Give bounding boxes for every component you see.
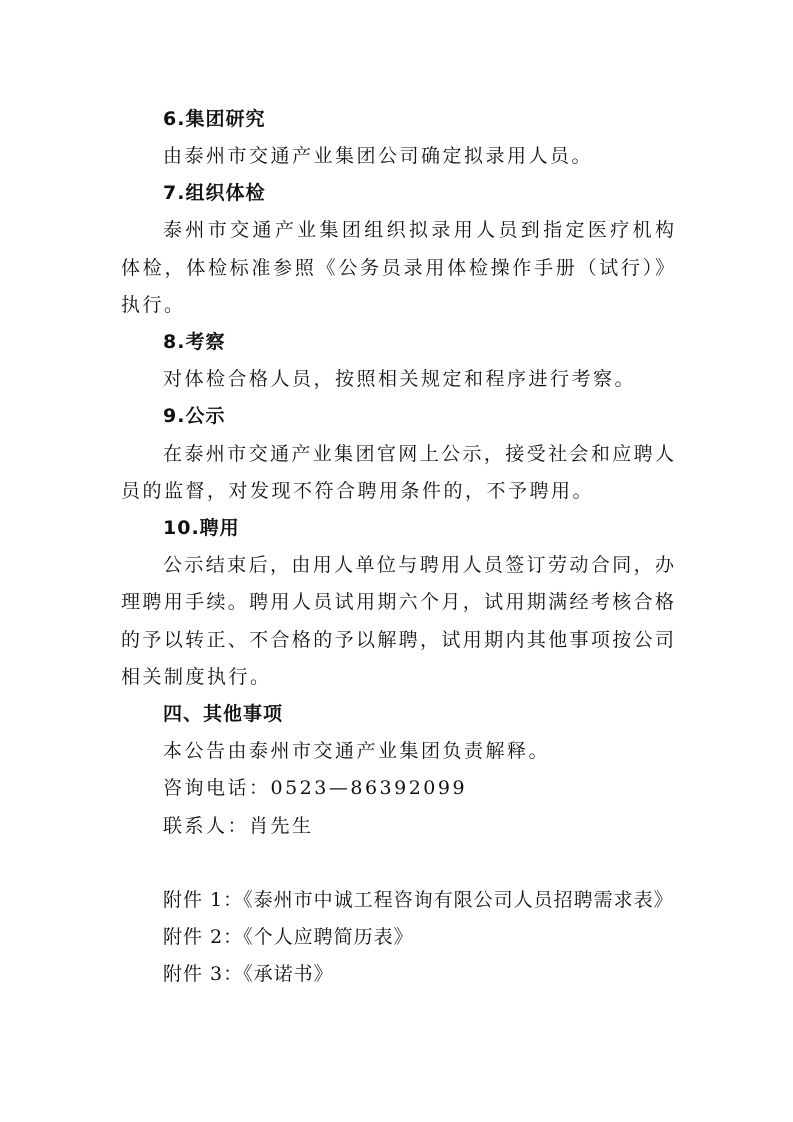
section-heading-8: 8.考察 xyxy=(163,331,226,353)
paragraph-line: 泰州市交通产业集团组织拟录用人员到指定医疗机构 xyxy=(163,219,674,241)
section-heading-6: 6.集团研究 xyxy=(163,108,266,130)
paragraph-line: 公示结束后，由用人单位与聘用人员签订劳动合同，办 xyxy=(163,554,674,576)
contact-phone: 咨询电话：0523—86392099 xyxy=(163,777,468,799)
paragraph-line: 在泰州市交通产业集团官网上公示，接受社会和应聘人 xyxy=(163,443,674,465)
paragraph-line: 由泰州市交通产业集团公司确定拟录用人员。 xyxy=(163,145,594,167)
paragraph-line: 的予以转正、不合格的予以解聘，试用期内其他事项按公司 xyxy=(121,629,674,651)
paragraph-line: 理聘用手续。聘用人员试用期六个月，试用期满经考核合格 xyxy=(121,591,674,613)
attachment-1: 附件 1：《泰州市中诚工程咨询有限公司人员招聘需求表》 xyxy=(163,889,674,911)
paragraph-line: 员的监督，对发现不符合聘用条件的，不予聘用。 xyxy=(121,480,595,502)
section-heading-other: 四、其他事项 xyxy=(163,703,284,725)
paragraph-line: 本公告由泰州市交通产业集团负责解释。 xyxy=(163,740,551,762)
contact-person: 联系人：肖先生 xyxy=(163,815,314,837)
section-heading-9: 9.公示 xyxy=(163,405,226,427)
paragraph-line: 执行。 xyxy=(121,294,186,316)
paragraph-line: 对体检合格人员，按照相关规定和程序进行考察。 xyxy=(163,368,637,390)
attachment-3: 附件 3：《承诺书》 xyxy=(163,963,334,985)
section-heading-10: 10.聘用 xyxy=(163,517,240,539)
attachment-2: 附件 2：《个人应聘简历表》 xyxy=(163,926,414,948)
paragraph-line: 相关制度执行。 xyxy=(121,666,272,688)
section-heading-7: 7.组织体检 xyxy=(163,182,266,204)
paragraph-line: 体检，体检标准参照《公务员录用体检操作手册（试行）》 xyxy=(121,257,674,279)
